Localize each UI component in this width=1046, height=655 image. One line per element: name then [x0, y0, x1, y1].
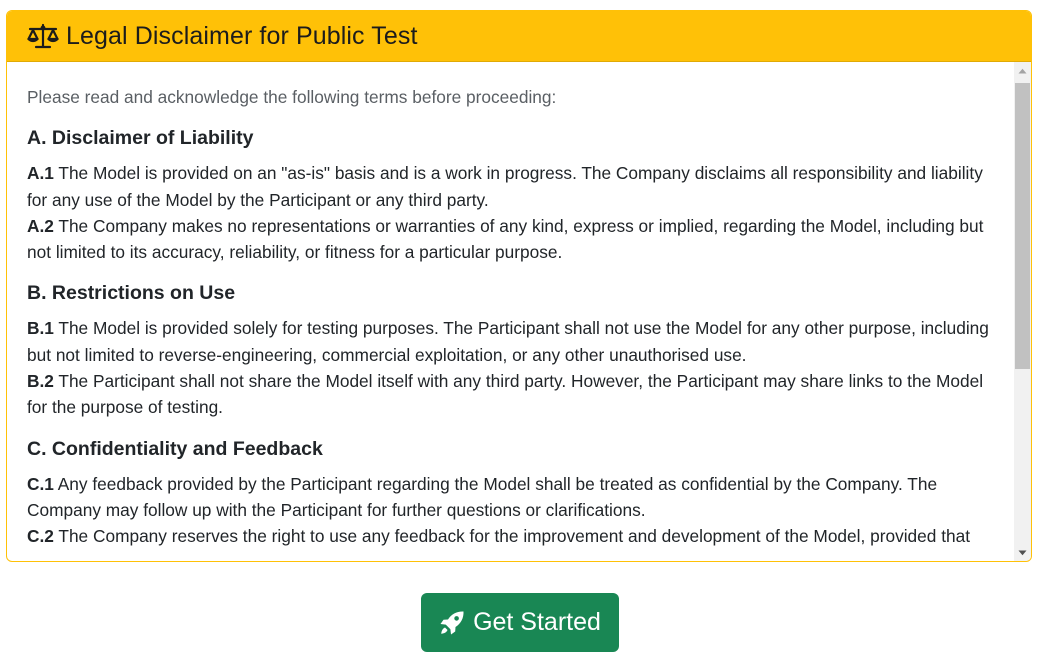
clause	[27, 160, 1007, 213]
clause-text: The Company reserves the right to use any feedback for the improvement and development of the Model, provided that	[53, 526, 971, 547]
scale-balance-icon	[27, 23, 59, 49]
scroll-down-arrow-icon[interactable]	[1014, 544, 1031, 561]
scroll-up-arrow-icon[interactable]	[1014, 62, 1031, 79]
clause-number: B.2	[27, 371, 54, 392]
section-a	[27, 125, 1007, 265]
clause-number: A.2	[27, 215, 54, 236]
clause-text: The Model is provided solely for testing purposes. The Participant shall not use the Model for any other purpose, including but not limited to reverse-engineering, commercial exploitation, or any other unauthorised use.	[27, 318, 989, 365]
clause-text: Any feedback provided by the Participant regarding the Model shall be treated as confidential by the Company. The Company may follow up with the Participant for further questions or clarifications.	[27, 473, 938, 520]
section-b	[27, 280, 1007, 420]
rocket-icon	[439, 610, 465, 636]
get-started-label: Get Started	[473, 608, 601, 636]
clause-text: The Company makes no representations or warranties of any kind, express or implied, regarding the Model, including but not limited to its accuracy, reliability, or fitness for a particular purpose.	[27, 215, 984, 263]
section-title: B. Restrictions on Use	[27, 282, 236, 305]
page-title: Legal Disclaimer for Public Test	[66, 21, 418, 50]
clause	[27, 523, 1007, 549]
disclaimer-scroll-area[interactable]	[7, 62, 1031, 561]
section-c	[27, 436, 1007, 550]
disclaimer-content	[27, 62, 1007, 550]
clause-text: The Model is provided on an "as-is" basis and is a work in progress. The Company disclaims all responsibility and liability for any use of the Model by the Participant or any third party.	[27, 163, 983, 210]
section-title: C. Confidentiality and Feedback	[27, 437, 323, 460]
clause-number: A.1	[27, 163, 54, 184]
card-header	[7, 11, 1031, 62]
clause	[27, 368, 1007, 421]
scrollbar-thumb[interactable]	[1015, 83, 1030, 369]
clause	[27, 315, 1007, 368]
clause-number: B.1	[27, 318, 54, 339]
intro-text: Please read and acknowledge the following terms before proceeding:	[27, 87, 557, 107]
clause	[27, 471, 1007, 524]
clause-text: The Participant shall not share the Model itself with any third party. However, the Participant may share links to the Model for the purpose of testing.	[27, 371, 984, 418]
disclaimer-card	[6, 10, 1032, 562]
vertical-scrollbar[interactable]	[1014, 62, 1031, 561]
section-title: A. Disclaimer of Liability	[27, 127, 254, 150]
get-started-button[interactable]	[421, 593, 619, 652]
clause-number: C.2	[27, 526, 54, 547]
clause	[27, 213, 1007, 266]
clause-number: C.1	[27, 473, 54, 494]
